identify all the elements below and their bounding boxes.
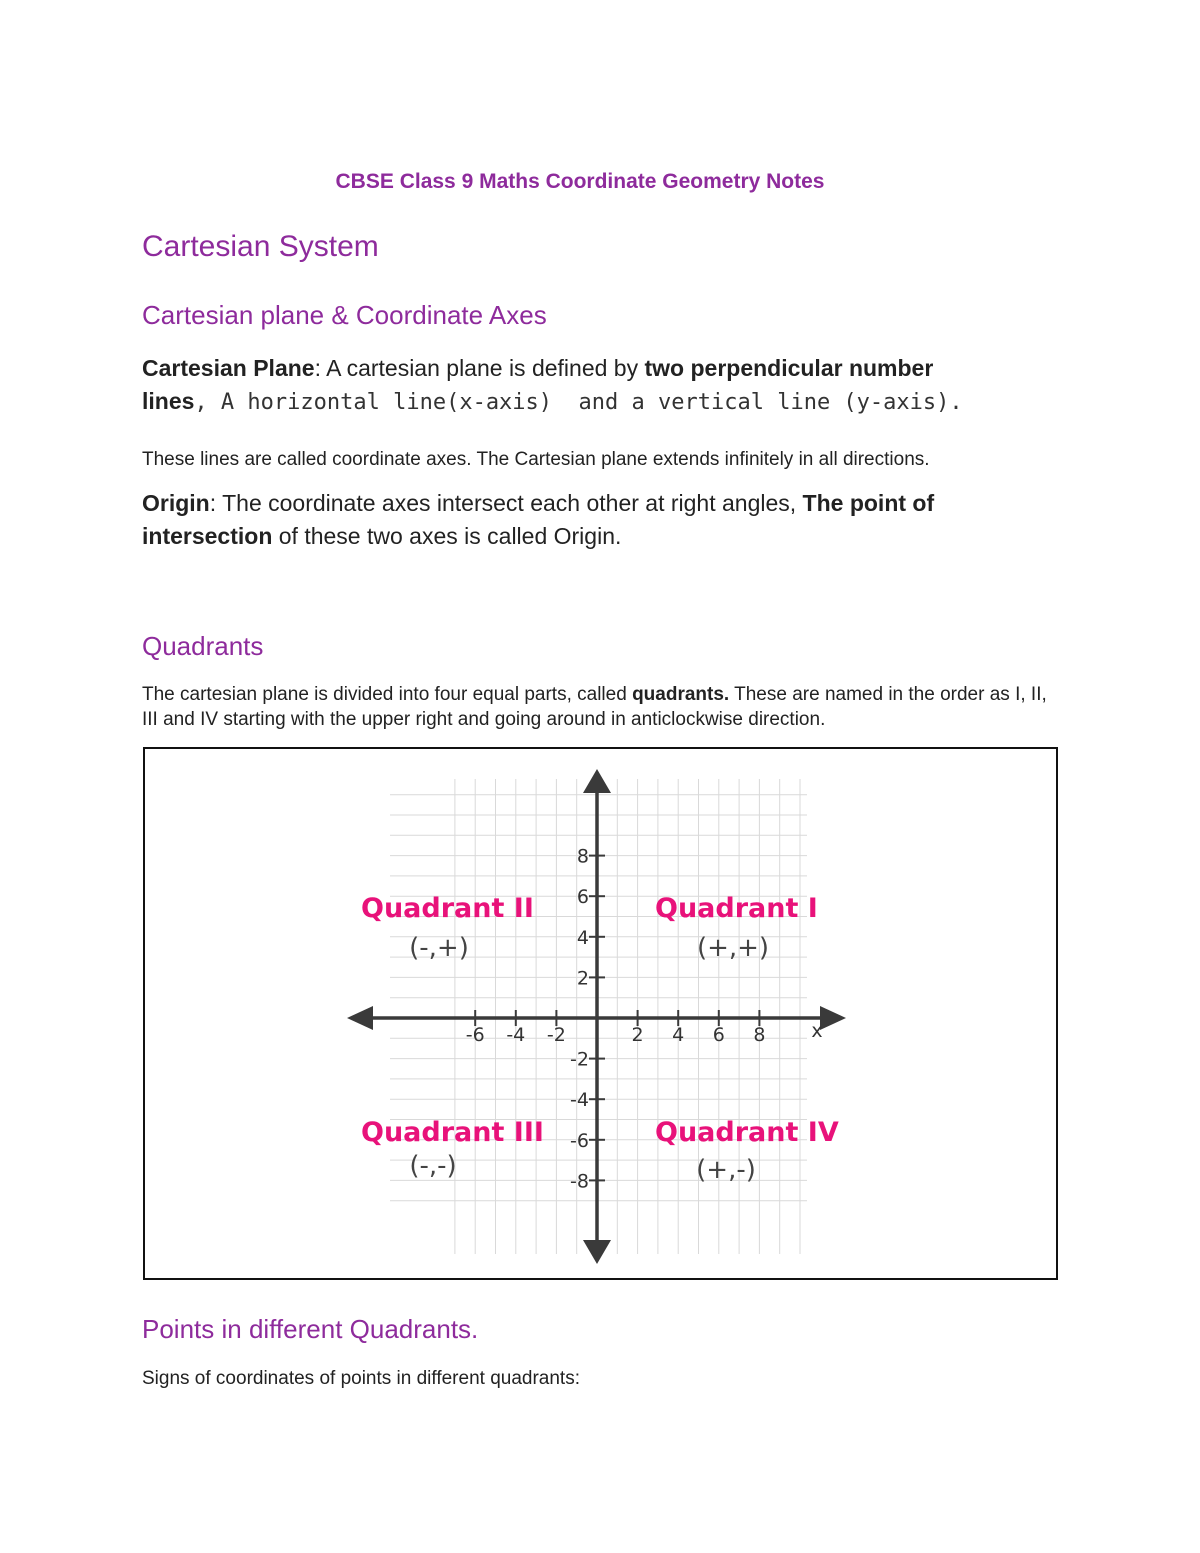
subsection-heading-axes: Cartesian plane & Coordinate Axes <box>142 300 547 330</box>
x-tick-label: 6 <box>712 1024 725 1046</box>
subsection-heading-quadrants: Quadrants <box>142 631 264 661</box>
x-tick-label: -2 <box>546 1024 566 1046</box>
x-tick-label: 2 <box>631 1024 644 1046</box>
y-axis-down-arrow <box>583 1240 611 1264</box>
quadrant-ii-signs: (-,+) <box>409 933 469 963</box>
x-tick-label: -4 <box>506 1024 526 1046</box>
quadrant-iv-signs: (+,-) <box>696 1155 756 1185</box>
cartesian-plane-axes-text: , A horizontal line(x-axis) and a vertical line (y-axis). <box>194 390 963 415</box>
y-axis-up-arrow <box>583 769 611 793</box>
origin-text-2: of these two axes is called Origin. <box>272 523 622 549</box>
quadrant-ii-label: Quadrant II <box>361 893 534 924</box>
y-tick-label: 8 <box>576 845 589 868</box>
coordinate-plane-diagram <box>145 749 1056 1278</box>
quadrant-iii-signs: (-,-) <box>409 1151 457 1181</box>
subsection-heading-points: Points in different Quadrants. <box>142 1314 479 1344</box>
y-tick-label: 6 <box>576 886 589 909</box>
quadrants-figure <box>143 747 1058 1280</box>
x-tick-label: -6 <box>465 1024 485 1046</box>
axes-note: These lines are called coordinate axes. The Cartesian plane extends infinitely in all directions. <box>142 449 930 470</box>
x-axis-right-arrow <box>820 1006 846 1030</box>
quadrant-iv-label: Quadrant IV <box>655 1117 839 1148</box>
y-tick-label: 4 <box>576 926 589 949</box>
quadrants-description <box>142 682 1062 732</box>
x-axis-label: x <box>811 1020 823 1042</box>
quadrant-i-label: Quadrant I <box>655 893 818 924</box>
origin-label: Origin <box>142 490 210 516</box>
section-heading: Cartesian System <box>142 230 379 263</box>
quadrant-i-signs: (+,+) <box>696 933 770 963</box>
y-tick-label: -6 <box>570 1129 589 1152</box>
cartesian-plane-text: : A cartesian plane is defined by <box>314 355 645 381</box>
origin-definition <box>142 487 1062 553</box>
quadrant-iii-label: Quadrant III <box>361 1117 544 1148</box>
origin-bold: The point of intersection <box>142 490 935 549</box>
cartesian-plane-label: Cartesian Plane <box>142 355 315 381</box>
quadrants-text-2: These are named in the order as I, II, III and IV starting with the upper right and going around in anticlockwise direction. <box>142 684 1047 730</box>
quadrants-text-1: The cartesian plane is divided into four equal parts, called <box>142 684 633 705</box>
y-tick-label: -2 <box>570 1048 589 1071</box>
x-tick-label: 4 <box>672 1024 685 1046</box>
cartesian-plane-bold: two perpendicular number lines <box>142 355 934 414</box>
document-title: CBSE Class 9 Maths Coordinate Geometry Notes <box>335 170 825 193</box>
signs-intro: Signs of coordinates of points in different quadrants: <box>142 1368 580 1389</box>
quadrants-bold: quadrants. <box>632 684 730 705</box>
x-tick-label: 8 <box>753 1024 766 1046</box>
axes <box>347 769 846 1264</box>
y-tick-label: -8 <box>570 1170 589 1193</box>
x-axis-left-arrow <box>347 1006 373 1030</box>
origin-text-1: : The coordinate axes intersect each other at right angles, <box>209 490 803 516</box>
y-tick-label: -4 <box>570 1089 589 1112</box>
y-tick-label: 2 <box>576 967 589 990</box>
cartesian-plane-definition <box>142 352 1062 419</box>
